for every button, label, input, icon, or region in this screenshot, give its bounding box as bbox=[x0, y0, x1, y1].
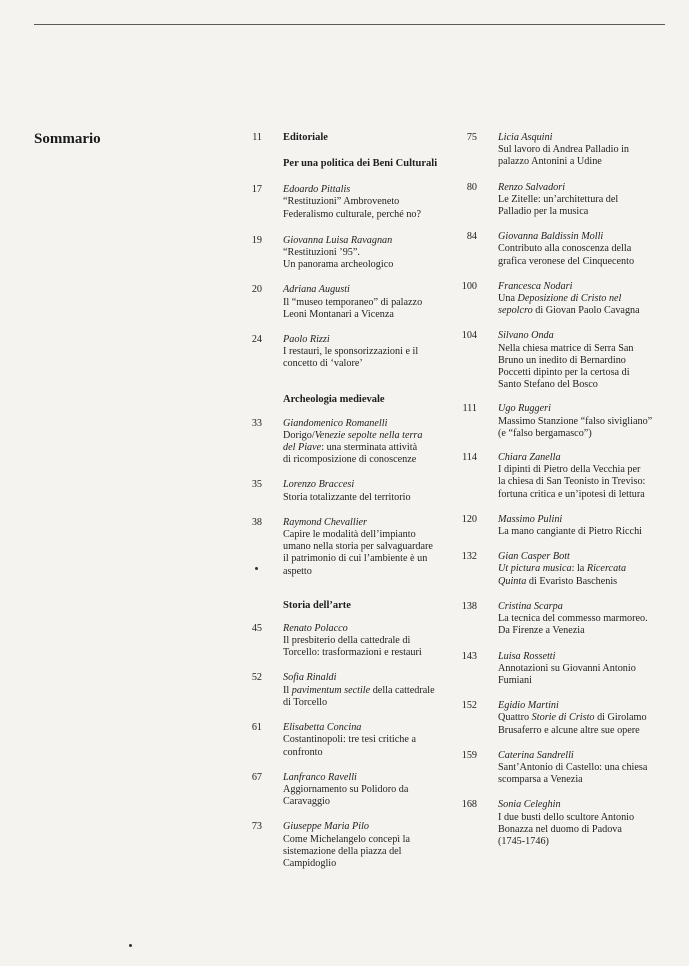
toc-entry bbox=[455, 281, 675, 318]
entry-title-line: “Restituzioni” Ambroveneto bbox=[283, 196, 400, 208]
page-number: 143 bbox=[461, 650, 477, 662]
toc-entry bbox=[240, 479, 460, 503]
entry-title-line: palazzo Antonini a Udine bbox=[498, 156, 602, 168]
entry-title-line: aspetto bbox=[283, 565, 312, 577]
entry-title-line: Caravaggio bbox=[283, 796, 330, 808]
toc-entry bbox=[240, 132, 460, 144]
toc-entry bbox=[455, 651, 675, 688]
entry-title-line: Da Firenze a Venezia bbox=[498, 625, 585, 637]
entry-author: Giovanna Luisa Ravagnan bbox=[283, 234, 393, 246]
page-number: 45 bbox=[251, 622, 262, 634]
page-number: 11 bbox=[252, 132, 262, 143]
toc-entry bbox=[455, 551, 675, 588]
entry-title-line: scomparsa a Venezia bbox=[498, 774, 583, 786]
entry-title-line: I restauri, le sponsorizzazioni e il bbox=[283, 346, 419, 358]
entry-author: Renzo Salvadori bbox=[498, 181, 566, 193]
entry-title-line: Torcello: trasformazioni e restauri bbox=[283, 647, 422, 659]
entry-title-line: Storia totalizzante del territorio bbox=[283, 491, 411, 503]
entry-title-line: Le Zitelle: un’architettura del bbox=[498, 193, 619, 205]
page-number: 67 bbox=[251, 771, 262, 783]
entry-title-line: Contributo alla conoscenza della bbox=[498, 243, 632, 255]
page-number: 152 bbox=[461, 700, 477, 712]
entry-author: Paolo Rizzi bbox=[283, 334, 330, 346]
entry-title-line: la chiesa di San Teonisto in Treviso: bbox=[498, 476, 646, 488]
entry-author: Gian Casper Bott bbox=[498, 551, 570, 563]
entry-title-line: Santo Stefano del Bosco bbox=[498, 379, 598, 391]
entry-author: Sofia Rinaldi bbox=[283, 672, 337, 684]
entry-title-line: (1745-1746) bbox=[498, 835, 549, 847]
entry-title-line: fortuna critica e un’ipotesi di lettura bbox=[498, 488, 645, 500]
entry-title-line: Quinta di Evaristo Baschenis bbox=[498, 575, 618, 587]
section-heading: Per una politica dei Beni Culturali bbox=[283, 158, 438, 170]
page-number: 84 bbox=[466, 231, 477, 243]
entry-author: Giuseppe Maria Pilo bbox=[283, 821, 370, 833]
toc-entry bbox=[240, 334, 460, 371]
toc-entry bbox=[455, 601, 675, 638]
toc-column-left bbox=[240, 132, 460, 870]
toc-column-right bbox=[455, 132, 675, 848]
page-number: 33 bbox=[251, 417, 262, 429]
entry-title-line: Una Deposizione di Cristo nel bbox=[498, 293, 622, 305]
entry-title-line: Fumiani bbox=[498, 674, 532, 686]
toc-entry bbox=[240, 284, 460, 321]
entry-title-line: Il pavimentum sectile della cattedrale bbox=[283, 684, 435, 696]
toc-entry bbox=[455, 182, 675, 219]
entry-title-line: Aggiornamento su Polidoro da bbox=[283, 783, 409, 795]
page-number: 120 bbox=[461, 513, 477, 525]
page-number: 73 bbox=[251, 821, 262, 833]
toc-entry bbox=[240, 517, 460, 578]
entry-author: Silvano Onda bbox=[498, 330, 554, 342]
page-number: 24 bbox=[251, 334, 262, 346]
page-number: 61 bbox=[251, 722, 262, 734]
entry-author: Chiara Zanella bbox=[498, 452, 561, 464]
toc-entry bbox=[240, 235, 460, 272]
entry-author: Adriana Augusti bbox=[283, 284, 350, 296]
page-number: 104 bbox=[461, 330, 477, 342]
entry-author: Caterina Sandrelli bbox=[498, 749, 574, 761]
toc-entry bbox=[455, 799, 675, 848]
entry-title-line: Sul lavoro di Andrea Palladio in bbox=[498, 144, 630, 156]
toc-entry bbox=[455, 452, 675, 501]
top-rule bbox=[34, 24, 665, 25]
entry-author: Lanfranco Ravelli bbox=[283, 771, 357, 783]
page-number: 35 bbox=[251, 479, 262, 491]
entry-title-line: Annotazioni su Giovanni Antonio bbox=[498, 662, 636, 674]
page-number: 159 bbox=[461, 749, 477, 761]
entry-author: Giandomenico Romanelli bbox=[283, 417, 388, 429]
entry-title-line: Un panorama archeologico bbox=[283, 259, 394, 271]
page-number: 168 bbox=[461, 799, 477, 811]
page-number: 138 bbox=[461, 600, 477, 612]
page-number: 19 bbox=[251, 234, 262, 246]
entry-author: Cristina Scarpa bbox=[498, 600, 563, 612]
entry-author: Elisabetta Concina bbox=[283, 722, 362, 734]
entry-author: Egidio Martini bbox=[498, 700, 559, 712]
entry-title-line: Come Michelangelo concepì la bbox=[283, 833, 411, 845]
page-number: 75 bbox=[466, 132, 477, 143]
toc-entry bbox=[455, 514, 675, 538]
toc-entry bbox=[455, 330, 675, 391]
speck-dot bbox=[255, 567, 258, 570]
toc-entry bbox=[240, 672, 460, 709]
entry-title-line: concetto di ‘valore’ bbox=[283, 358, 363, 370]
entry-title-line: Leoni Montanari a Vicenza bbox=[283, 308, 394, 320]
entry-title-line: Campidoglio bbox=[283, 857, 337, 869]
page-number: 114 bbox=[462, 452, 477, 464]
entry-author: Sonia Celeghin bbox=[498, 799, 561, 811]
entry-title-line: I dipinti di Pietro della Vecchia per bbox=[498, 464, 641, 476]
entry-author: Luisa Rossetti bbox=[498, 650, 556, 662]
section-heading: Storia dell’arte bbox=[283, 599, 351, 611]
entry-title-line: Poccetti dipinto per la certosa di bbox=[498, 367, 630, 379]
toc-entry bbox=[455, 132, 675, 169]
entry-title-line: Ut pictura musica: la Ricercata bbox=[498, 563, 627, 575]
entry-title-line: Il presbiterio della cattedrale di bbox=[283, 635, 411, 647]
entry-title-line: sepolcro di Giovan Paolo Cavagna bbox=[498, 305, 640, 317]
entry-title-line: confronto bbox=[283, 746, 323, 758]
entry-title-line: Bruno un inedito di Bernardino bbox=[498, 354, 626, 366]
entry-title-line: di ricomposizione di conoscenze bbox=[283, 454, 417, 466]
entry-title-line: Dorigo/Venezie sepolte nella terra bbox=[283, 429, 423, 441]
speck-dot bbox=[129, 944, 132, 947]
entry-author: Francesca Nodari bbox=[498, 280, 573, 292]
entry-title-line: Brusaferro e alcune altre sue opere bbox=[498, 724, 640, 736]
entry-title-line: il patrimonio di cui l’ambiente è un bbox=[283, 553, 428, 565]
toc-entry bbox=[455, 231, 675, 268]
entry-author: Licia Asquini bbox=[498, 132, 553, 143]
entry-author: Lorenzo Braccesi bbox=[283, 479, 355, 491]
section-heading: Archeologia medievale bbox=[283, 393, 385, 405]
entry-title-line: Federalismo culturale, perché no? bbox=[283, 208, 422, 220]
entry-title-line: umano nella storia per salvaguardare bbox=[283, 541, 433, 553]
entry-title-line: Nella chiesa matrice di Serra San bbox=[498, 342, 634, 354]
page-number: 80 bbox=[466, 181, 477, 193]
entry-title-line: grafica veronese del Cinquecento bbox=[498, 255, 635, 267]
entry-title-line: Massimo Stanzione “falso sivigliano” bbox=[498, 415, 653, 427]
entry-title-line: Il “museo temporaneo” di palazzo bbox=[283, 296, 423, 308]
toc-entry bbox=[455, 750, 675, 787]
entry-title-line: sistemazione della piazza del bbox=[283, 845, 402, 857]
entry-author: Renato Polacco bbox=[283, 622, 348, 634]
entry-author: Massimo Pulini bbox=[498, 513, 563, 525]
page-number: 20 bbox=[251, 284, 262, 296]
entry-title-line: Quattro Storie di Cristo di Girolamo bbox=[498, 712, 647, 724]
entry-title-line: Costantinopoli: tre tesi critiche a bbox=[283, 734, 416, 746]
entry-author: Edoardo Pittalis bbox=[283, 184, 351, 196]
entry-title-line: Sant’Antonio di Castello: una chiesa bbox=[498, 761, 648, 773]
entry-heading: Editoriale bbox=[283, 132, 328, 143]
page-number: 17 bbox=[251, 184, 262, 196]
toc-entry bbox=[240, 623, 460, 660]
toc-entry bbox=[240, 772, 460, 809]
entry-title-line: La mano cangiante di Pietro Ricchi bbox=[498, 526, 642, 538]
toc-entry bbox=[240, 418, 460, 467]
page-title: Sommario bbox=[34, 131, 101, 147]
entry-title-line: “Restituzioni ’95”. bbox=[283, 247, 360, 259]
entry-title-line: Bonazza nel duomo di Padova bbox=[498, 823, 622, 835]
page-number: 52 bbox=[251, 672, 262, 684]
entry-title-line: Palladio per la musica bbox=[498, 206, 589, 218]
page-number: 38 bbox=[251, 516, 262, 528]
toc-entry bbox=[240, 821, 460, 870]
entry-title-line: La tecnica del commesso marmoreo. bbox=[498, 613, 648, 625]
entry-author: Ugo Ruggeri bbox=[498, 403, 551, 415]
toc-entry bbox=[455, 700, 675, 737]
entry-author: Giovanna Baldissin Molli bbox=[498, 231, 604, 243]
entry-title-line: di Torcello bbox=[283, 696, 328, 708]
toc-entry bbox=[240, 722, 460, 759]
entry-title-line: Capire le modalità dell’impianto bbox=[283, 529, 416, 541]
entry-title-line: del Piave: una sterminata attività bbox=[283, 442, 418, 454]
page-number: 132 bbox=[461, 551, 477, 563]
entry-author: Raymond Chevallier bbox=[283, 516, 368, 528]
page-number: 111 bbox=[462, 403, 477, 415]
toc-entry bbox=[240, 184, 460, 221]
toc-entry bbox=[455, 403, 675, 440]
entry-title-line: I due busti dello scultore Antonio bbox=[498, 811, 635, 823]
entry-title-line: (e “falso bergamasco”) bbox=[498, 427, 592, 439]
page-number: 100 bbox=[461, 280, 477, 292]
